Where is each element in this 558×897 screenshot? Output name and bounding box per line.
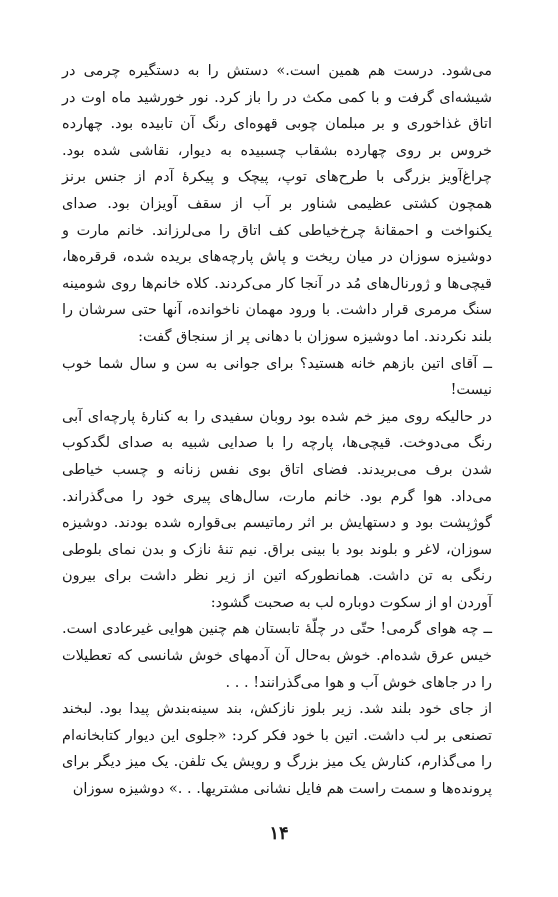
paragraph-3: در حالیکه روی میز خم شده بود روبان سفیدی را به کنارهٔ پارچه‌ای آبی رنگ می‌دوخت. قیچی‌ها، پارچه را با صدایی شبیه به صدای لگدکوب شدن برف می‌بریدند. فضای اتاق بوی نفس زنانه و چسب خیاطی می‌داد. هوا گرم بود. خانم مارت، سال‌های پیری خود را می‌گذراند. گوژپشت بود و دستهایش بر اثر رماتیسم بی‌قواره شده بودند. دوشیزه سوزان، لاغر و بلوند بود با بینی براق. نیم تنهٔ نازک و بدن نمای بلوطی رنگی به تن داشت. همانطورکه اتین از زیر نظر داشت برای بیرون آوردن او از سکوت دوباره لب به صحبت گشود: <box>62 408 492 611</box>
paragraph-4: ــ چه هوای گرمی! حتّی در چلّهٔ تابستان هم چنین هوایی غیرعادی است. خیس عرق شده‌ام. خوش به‌حال آن آدمهای خوش شانسی که تعطیلات را در جاهای خوش آب و هوا می‌گذرانند! . . . <box>62 621 492 691</box>
paragraph-1: می‌شود. درست هم همین است.» دستش را به دستگیره چرمی در شیشه‌ای گرفت و با کمی مکث در را باز کرد. نور خورشید ماه اوت در اتاق غذاخوری و بر مبلمان چوبی قهوه‌ای رنگ آن تابیده بود. چهارده خروس بر روی چهارده بشقاب چسبیده به دیوار، نقاشی شده بود. چراغ‌آویز بزرگی با طرح‌های توپ، پیچک و پیکرهٔ آدم از جنس برنز همچون کشتی عظیمی شناور بر آب از سقف آویزان بود. صدای یکنواخت و احمقانهٔ چرخ‌خیاطی کف اتاق را می‌لرزاند. خانم مارت و دوشیزه سوزان در میان ریخت و پاش پارچه‌های بریده شده، قرقره‌ها، قیچی‌ها و ژورنال‌های مُد در آنجا کار می‌کردند. کلاه خانم‌ها روی شومینه سنگ مرمری قرار داشت. با ورود مهمان ناخوانده، آنها حتی سرشان را بلند نکردند. اما دوشیزه سوزان با دهانی پر از سنجاق گفت: <box>62 63 492 345</box>
book-page-body <box>62 58 492 803</box>
paragraph-2: ــ آقای اتین بازهم خانه هستید؟ برای جوانی به سن و سال شما خوب نیست! <box>62 355 492 399</box>
page-number: ۱۴ <box>269 823 289 844</box>
paragraph-5: از جای خود بلند شد. زیر بلوز نازکش، بند سینه‌بندش پیدا بود. لبخند تصنعی بر لب داشت. اتین با خود فکر کرد: «جلوی این دیوار کتابخانه‌ام را می‌گذارم، کنارش یک میز بزرگ و رویش یک تلفن. یک میز دیگر برای پرونده‌ها و سمت راست هم فایل نشانی مشتریها. . .» دوشیزه سوزان <box>62 701 492 798</box>
